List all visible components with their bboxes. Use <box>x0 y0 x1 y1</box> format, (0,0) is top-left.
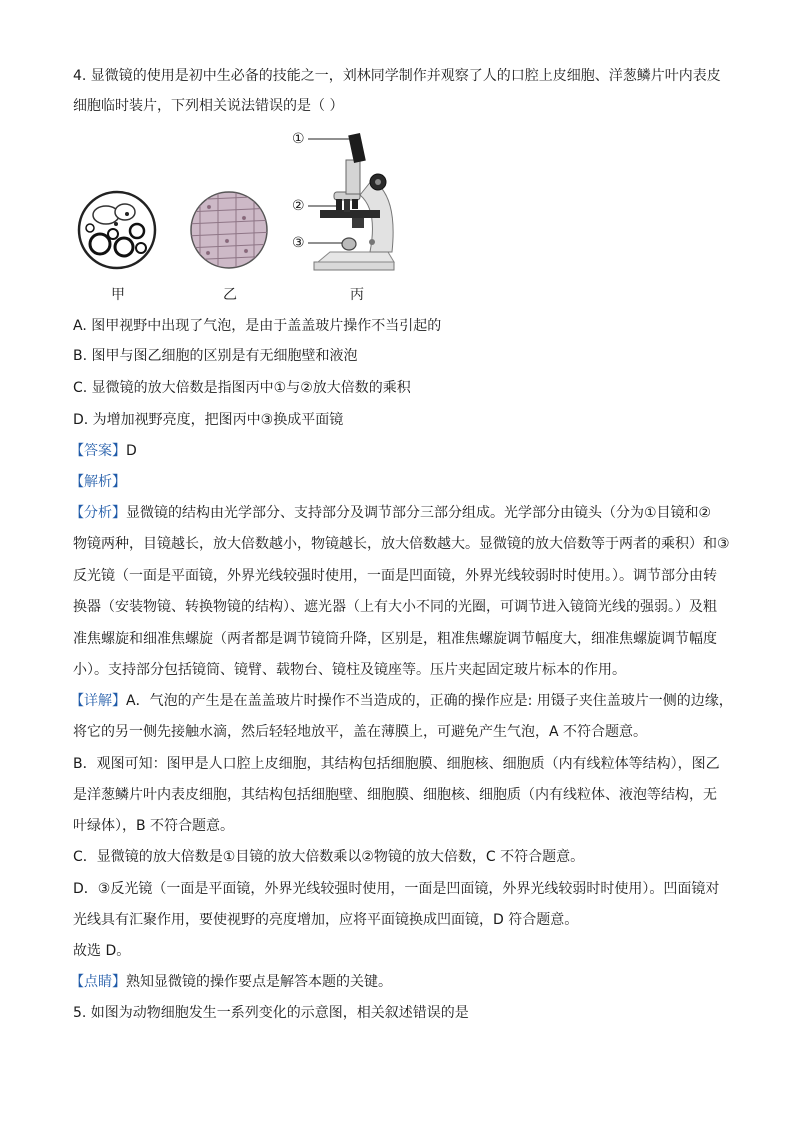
fenxi-line-2: 物镜两种，目镜越长，放大倍数越小，物镜越长，放大倍数越大。显微镜的放大倍数等于两者的乘积）和③ <box>73 536 730 552</box>
dianjing-line <box>70 972 392 992</box>
option-d: D. 为增加视野亮度，把图丙中③换成平面镜 <box>73 412 344 428</box>
marker-3-mirror: ③ <box>292 235 305 251</box>
marker-2-objective: ② <box>292 198 305 214</box>
xiangjie-text-1: A．气泡的产生是在盖盖玻片时操作不当造成的，正确的操作应是: 用镊子夹住盖玻片一侧的边缘， <box>126 693 733 709</box>
fenxi-text-1: 显微镜的结构由光学部分、支持部分及调节部分三部分组成。光学部分由镜头（分为①目镜和② <box>126 505 712 521</box>
fenxi-line-6: 小）。支持部分包括镜筒、镜臂、载物台、镜柱及镜座等。压片夹起固定玻片标本的作用。 <box>73 662 626 678</box>
xiangjie-line-2: 将它的另一侧先接触水滴，然后轻轻地放平，盖在薄膜上，可避免产生气泡，A 不符合题意。 <box>73 724 648 740</box>
question4-stem-line1: 4. 显微镜的使用是初中生必备的技能之一，刘林同学制作并观察了人的口腔上皮细胞、洋葱鳞片叶内表皮 <box>73 68 721 84</box>
answer-line <box>70 441 137 461</box>
figure-yi-onion-cells <box>185 190 275 270</box>
question4-figure <box>0 0 794 320</box>
figure-label-yi: 乙 <box>223 287 237 303</box>
xiangjie-line-1 <box>70 691 733 711</box>
fenxi-line-1 <box>70 503 711 523</box>
xiangjie-line-4: 是洋葱鳞片叶内表皮细胞，其结构包括细胞壁、细胞膜、细胞核、细胞质（内有线粒体、液泡等结构，无 <box>73 787 717 803</box>
option-a: A. 图甲视野中出现了气泡，是由于盖盖玻片操作不当引起的 <box>73 318 442 334</box>
xiangjie-line-5: 叶绿体），B 不符合题意。 <box>73 818 235 834</box>
xiangjie-line-9: 故选 D。 <box>73 943 131 959</box>
analysis-tag <box>70 472 126 492</box>
xiangjie-line-6: C．显微镜的放大倍数是①目镜的放大倍数乘以②物镜的放大倍数，C 不符合题意。 <box>73 849 585 865</box>
xiangjie-tag: 【详解】 <box>70 693 126 709</box>
fenxi-tag: 【分析】 <box>70 505 126 521</box>
question5-stem: 5. 如图为动物细胞发生一系列变化的示意图，相关叙述错误的是 <box>73 1005 469 1021</box>
dianjing-tag: 【点睛】 <box>70 974 126 990</box>
dianjing-text: 熟知显微镜的操作要点是解答本题的关键。 <box>126 974 392 990</box>
answer-value: D <box>126 443 137 459</box>
figure-label-jia: 甲 <box>111 287 125 303</box>
option-b: B. 图甲与图乙细胞的区别是有无细胞壁和液泡 <box>73 348 358 364</box>
fenxi-line-3: 反光镜（一面是平面镜，外界光线较强时使用，一面是凹面镜，外界光线较弱时时使用。）。调节部分由转 <box>73 568 717 584</box>
marker-1-eyepiece: ① <box>292 131 305 147</box>
xiangjie-line-7: D．③反光镜（一面是平面镜，外界光线较强时使用，一面是凹面镜，外界光线较弱时时使用）。凹面镜对 <box>73 881 720 897</box>
fenxi-line-5: 准焦螺旋和细准焦螺旋（两者都是调节镜筒升降，区别是，粗准焦螺旋调节幅度大，细准焦螺旋调节幅度 <box>73 631 717 647</box>
analysis-tag-text: 【解析】 <box>70 474 126 490</box>
figure-bing-microscope <box>308 133 394 270</box>
figure-label-bing: 丙 <box>350 287 364 303</box>
answer-tag: 【答案】 <box>70 443 126 459</box>
xiangjie-line-3: B．观图可知：图甲是人口腔上皮细胞，其结构包括细胞膜、细胞核、细胞质（内有线粒体等结构），图乙 <box>73 756 720 772</box>
question4-stem-line2: 细胞临时装片，下列相关说法错误的是（ ） <box>73 98 344 114</box>
option-c: C. 显微镜的放大倍数是指图丙中①与②放大倍数的乘积 <box>73 380 411 396</box>
fenxi-line-4: 换器（安装物镜、转换物镜的结构）、遮光器（上有大小不同的光圈，可调节进入镜筒光线的强弱。）及粗 <box>73 599 717 615</box>
xiangjie-line-8: 光线具有汇聚作用，要使视野的亮度增加，应将平面镜换成凹面镜，D 符合题意。 <box>73 912 579 928</box>
figure-jia-cheek-cells <box>79 192 155 268</box>
